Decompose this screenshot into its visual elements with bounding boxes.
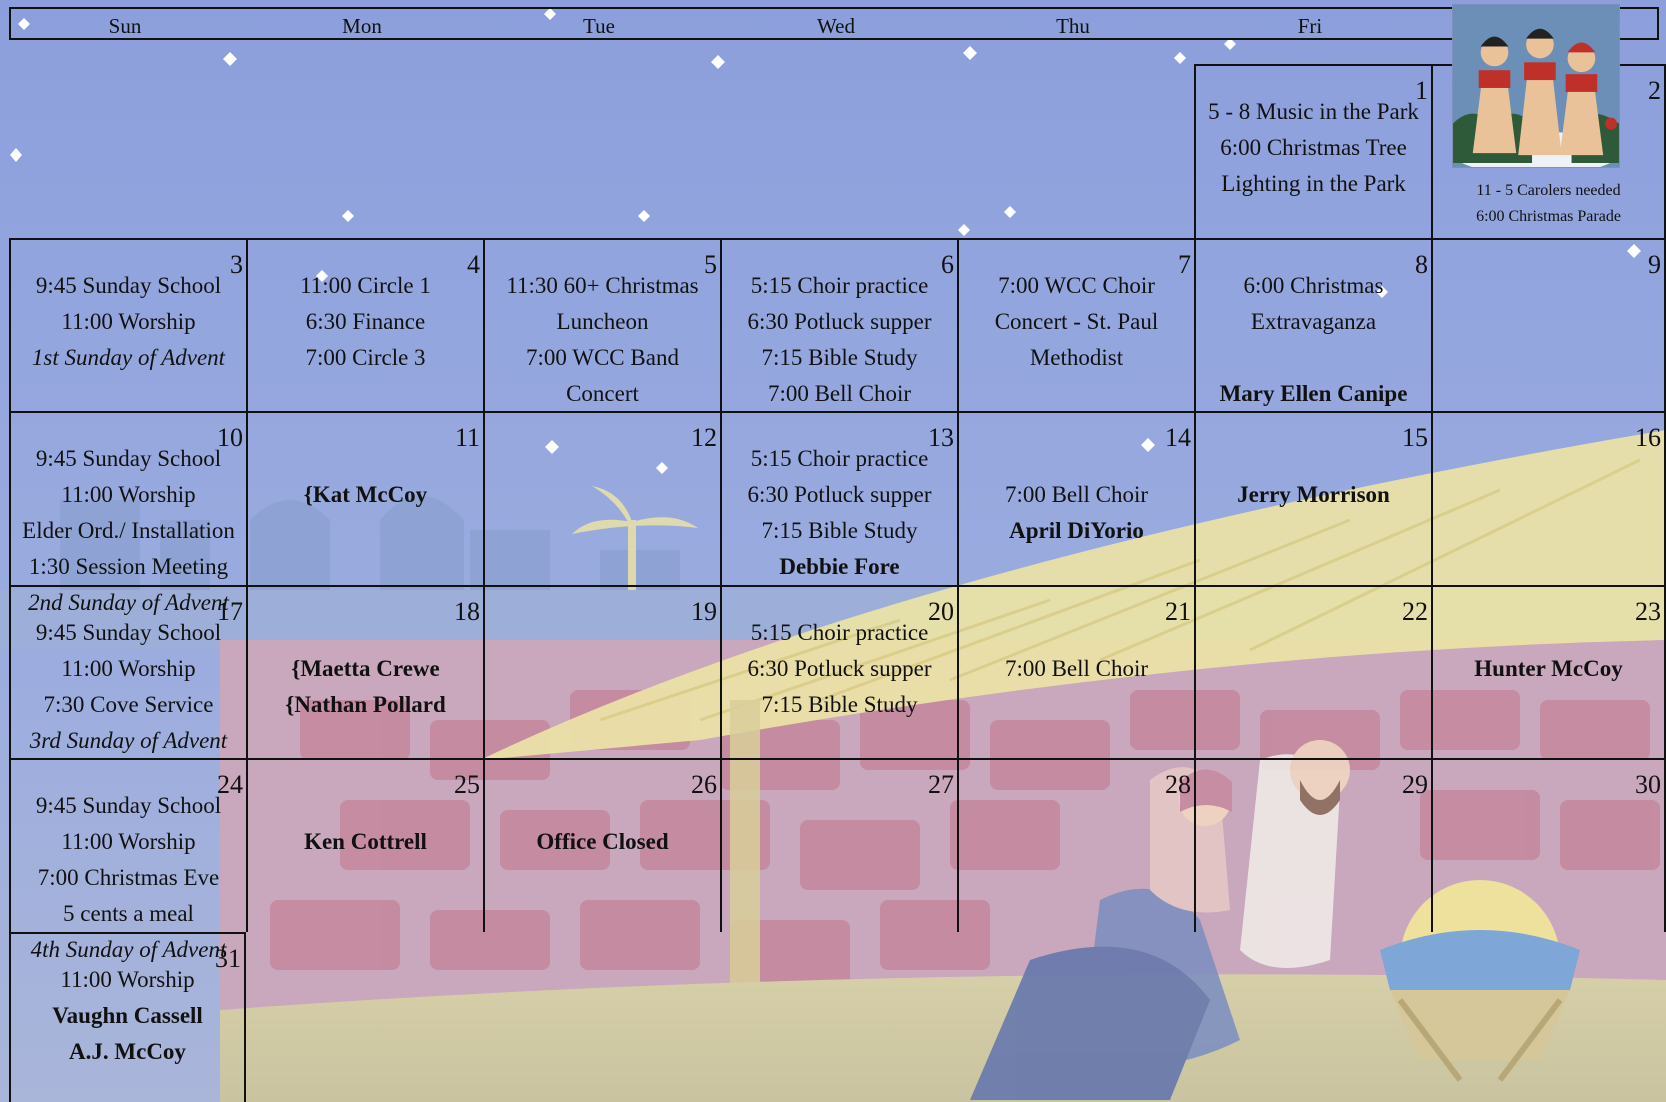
event-line: 7:15 Bible Study <box>761 345 918 370</box>
day-cell-19[interactable] <box>483 585 720 758</box>
day-number: 23 <box>1635 597 1661 626</box>
day-number: 19 <box>691 597 717 626</box>
day-events <box>959 441 1194 549</box>
weekday-wed: Wed <box>817 14 855 38</box>
event-line: 9:45 Sunday School <box>35 446 222 471</box>
member-name: A.J. McCoy <box>69 1039 186 1064</box>
event-line <box>959 441 1194 477</box>
event-line: 6:00 Christmas Tree <box>1220 135 1407 160</box>
event-line: 7:00 Circle 3 <box>305 345 426 370</box>
event-line: 5:15 Choir practice <box>750 446 929 471</box>
day-number: 29 <box>1402 770 1428 799</box>
day-cell-3[interactable] <box>9 238 246 411</box>
day-events <box>11 962 244 1070</box>
event-line: 6:00 Christmas <box>1243 273 1384 298</box>
day-number: 10 <box>217 423 243 452</box>
day-number: 25 <box>454 770 480 799</box>
day-number: 7 <box>1178 250 1191 279</box>
event-line: 11:00 Circle 1 <box>300 273 431 298</box>
day-cell-6[interactable] <box>720 238 957 411</box>
event-line <box>1433 615 1664 651</box>
member-name: Hunter McCoy <box>1474 656 1623 681</box>
event-line <box>485 788 720 824</box>
day-cell-11[interactable] <box>246 411 483 585</box>
day-events <box>722 268 957 412</box>
day-number: 9 <box>1648 250 1661 279</box>
day-number: 16 <box>1635 423 1661 452</box>
event-line: Lighting in the Park <box>1221 171 1406 196</box>
day-number: 20 <box>928 597 954 626</box>
day-cell-26[interactable] <box>483 758 720 932</box>
advent-note: 3rd Sunday of Advent <box>29 728 228 753</box>
event-line: Concert - St. Paul <box>994 309 1159 334</box>
day-number: 4 <box>467 250 480 279</box>
day-events <box>959 268 1194 376</box>
day-number: 31 <box>215 944 241 973</box>
event-line: 9:45 Sunday School <box>35 273 222 298</box>
day-cell-21[interactable] <box>957 585 1194 758</box>
day-number: 12 <box>691 423 717 452</box>
event-line <box>248 441 483 477</box>
day-number: 1 <box>1415 76 1428 105</box>
event-line: 7:30 Cove Service <box>43 692 214 717</box>
event-line: 5 - 8 Music in the Park <box>1208 99 1419 124</box>
day-cell-27[interactable] <box>720 758 957 932</box>
day-events <box>11 268 246 376</box>
day-cell-12[interactable] <box>483 411 720 585</box>
weekday-mon: Mon <box>342 14 382 38</box>
day-number: 28 <box>1165 770 1191 799</box>
day-events <box>485 268 720 412</box>
member-name: Vaughn Cassell <box>52 1003 203 1028</box>
event-line: 1:30 Session Meeting <box>28 554 229 579</box>
member-name: Ken Cottrell <box>304 829 427 854</box>
day-number: 24 <box>217 770 243 799</box>
day-number: 11 <box>454 423 480 452</box>
event-line: 11:00 Worship <box>61 482 196 507</box>
day-number: 2 <box>1648 76 1661 105</box>
day-cell-15[interactable] <box>1194 411 1431 585</box>
day-cell-20[interactable] <box>720 585 957 758</box>
day-number: 15 <box>1402 423 1428 452</box>
advent-note: 2nd Sunday of Advent <box>28 590 229 615</box>
day-number: 13 <box>928 423 954 452</box>
event-line <box>959 615 1194 651</box>
day-number: 3 <box>230 250 243 279</box>
day-events <box>485 788 720 860</box>
event-line: 5 cents a meal <box>63 901 194 926</box>
day-number: 21 <box>1165 597 1191 626</box>
event-line: 7:00 Bell Choir <box>1004 656 1149 681</box>
event-line: 11:00 Worship <box>61 656 196 681</box>
day-events <box>959 615 1194 687</box>
advent-note: 1st Sunday of Advent <box>31 345 226 370</box>
event-line <box>1196 340 1431 376</box>
event-line: 7:15 Bible Study <box>761 692 918 717</box>
day-events <box>1433 615 1664 687</box>
day-cell-9[interactable] <box>1431 238 1666 411</box>
day-cell-13[interactable] <box>720 411 957 585</box>
event-line: Elder Ord./ Installation <box>22 518 235 543</box>
day-events <box>248 615 483 723</box>
day-cell-1[interactable] <box>1194 64 1431 238</box>
event-line <box>248 788 483 824</box>
weekday-fri: Fri <box>1297 14 1323 38</box>
day-cell-25[interactable] <box>246 758 483 932</box>
day-cell-23[interactable] <box>1431 585 1666 758</box>
weekday-tue: Tue <box>583 14 615 38</box>
day-number: 26 <box>691 770 717 799</box>
event-line: 5:15 Choir practice <box>750 273 929 298</box>
day-number: 22 <box>1402 597 1428 626</box>
event-line: Concert <box>566 381 639 406</box>
day-cell-28[interactable] <box>957 758 1194 932</box>
event-line: 7:00 Bell Choir <box>1004 482 1149 507</box>
carolers-picture <box>1452 4 1620 168</box>
day-events <box>11 615 246 759</box>
day-cell-8[interactable] <box>1194 238 1431 411</box>
day-number: 17 <box>217 597 243 626</box>
event-line: 9:45 Sunday School <box>35 620 222 645</box>
day-events <box>1196 441 1431 513</box>
day-events <box>1196 268 1431 412</box>
event-line: 6:00 Christmas Parade <box>1476 208 1621 225</box>
event-line: 5:15 Choir practice <box>750 620 929 645</box>
member-name: {Maetta Crewe <box>291 656 440 681</box>
member-name: Debbie Fore <box>779 554 900 579</box>
day-cell-7[interactable] <box>957 238 1194 411</box>
event-line: 7:15 Bible Study <box>761 518 918 543</box>
event-line: 11:00 Worship <box>60 967 195 992</box>
day-number: 8 <box>1415 250 1428 279</box>
member-name: {Nathan Pollard <box>285 692 446 717</box>
event-line: 11:00 Worship <box>61 309 196 334</box>
member-name: {Kat McCoy <box>303 482 428 507</box>
weekday-sun: Sun <box>108 14 142 38</box>
event-line: 6:30 Potluck supper <box>747 656 932 681</box>
event-line: 7:00 WCC Choir <box>998 273 1155 298</box>
day-cell-5[interactable] <box>483 238 720 411</box>
event-line: 9:45 Sunday School <box>35 793 222 818</box>
advent-note: 4th Sunday of Advent <box>30 937 227 962</box>
event-line: 6:30 Finance <box>305 309 426 334</box>
day-cell-31[interactable] <box>9 932 246 1102</box>
day-cell-30[interactable] <box>1431 758 1666 932</box>
event-line: Luncheon <box>556 309 649 334</box>
day-cell-29[interactable] <box>1194 758 1431 932</box>
weekday-thu: Thu <box>1056 14 1090 38</box>
day-number: 30 <box>1635 770 1661 799</box>
day-events <box>248 788 483 860</box>
event-line: 11:00 Worship <box>61 829 196 854</box>
day-events <box>248 268 483 376</box>
day-cell-18[interactable] <box>246 585 483 758</box>
day-events <box>722 615 957 723</box>
day-number: 5 <box>704 250 717 279</box>
day-number: 18 <box>454 597 480 626</box>
event-line: 7:00 Bell Choir <box>767 381 912 406</box>
event-line: 7:00 Christmas Eve <box>37 865 220 890</box>
event-line: 7:00 WCC Band <box>526 345 679 370</box>
day-cell-22[interactable] <box>1194 585 1431 758</box>
day-number: 14 <box>1165 423 1191 452</box>
event-line <box>248 615 483 651</box>
event-line: 6:30 Potluck supper <box>747 309 932 334</box>
event-line: 11 - 5 Carolers needed <box>1476 182 1621 199</box>
day-events <box>1196 94 1431 202</box>
member-name: Mary Ellen Canipe <box>1219 381 1408 406</box>
day-cell-16[interactable] <box>1431 411 1666 585</box>
day-events <box>248 441 483 513</box>
event-line <box>1196 441 1431 477</box>
event-line: Methodist <box>1029 345 1124 370</box>
member-name: Office Closed <box>536 829 669 854</box>
event-line: Extravaganza <box>1250 309 1377 334</box>
event-line: 11:30 60+ Christmas <box>506 273 699 298</box>
day-events <box>1433 178 1664 230</box>
member-name: April DiYorio <box>1009 518 1144 543</box>
member-name: Jerry Morrison <box>1237 482 1390 507</box>
day-events <box>722 441 957 585</box>
day-number: 6 <box>941 250 954 279</box>
day-number: 27 <box>928 770 954 799</box>
day-cell-17[interactable] <box>9 585 246 758</box>
day-cell-14[interactable] <box>957 411 1194 585</box>
day-cell-4[interactable] <box>246 238 483 411</box>
event-line: 6:30 Potluck supper <box>747 482 932 507</box>
